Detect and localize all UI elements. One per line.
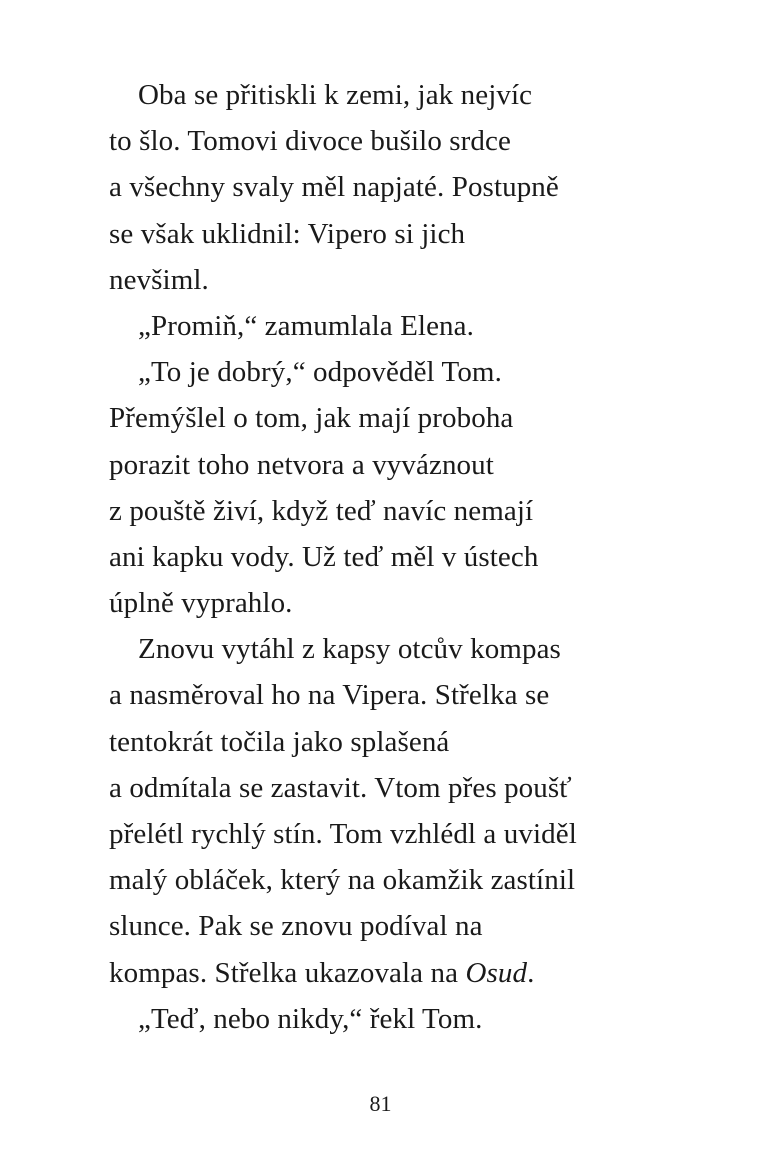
italic-title: Osud [465,956,528,989]
text-line: Oba se přitiskli k zemi, jak nejvíc [138,79,533,111]
text-line: ani kapku vody. Už teď měl v ústech [109,540,539,573]
text-line: slunce. Pak se znovu podíval na [109,910,483,943]
text-span: . [527,956,535,989]
text-line: a všechny svaly měl napjaté. Postupně [109,171,559,204]
text-line: „Promiň,“ zamumlala Elena. [138,309,474,342]
text-line: a odmítala se zastavit. Vtom přes poušť [109,771,572,804]
body-text [109,72,669,1042]
text-line: porazit toho netvora a vyváznout [109,448,494,481]
text-line: to šlo. Tomovi divoce bušilo srdce [109,125,511,158]
text-line: a nasměroval ho na Vipera. Střelka se [109,679,550,712]
text-line: úplně vyprahlo. [109,587,293,620]
text-line: nevšiml. [109,263,209,296]
text-line: „Teď, nebo nikdy,“ řekl Tom. [138,1002,483,1035]
text-line: přelétl rychlý stín. Tom vzhlédl a uviděl [109,818,577,850]
text-line: malý obláček, který na okamžik zastínil [109,864,576,897]
text-line: z pouště živí, když teď navíc nemají [109,494,534,527]
text-line [109,950,669,996]
text-line: tentokrát točila jako splašená [109,725,450,758]
text-line: se však uklidnil: Vipero si jich [109,217,466,250]
text-span: kompas. Střelka ukazovala na [109,956,466,989]
page-number: 81 [369,1091,392,1116]
text-line: Přemýšlel o tom, jak mají proboha [109,402,514,435]
text-line: „To je dobrý,“ odpověděl Tom. [138,356,502,389]
text-line: Znovu vytáhl z kapsy otcův kompas [138,633,561,666]
